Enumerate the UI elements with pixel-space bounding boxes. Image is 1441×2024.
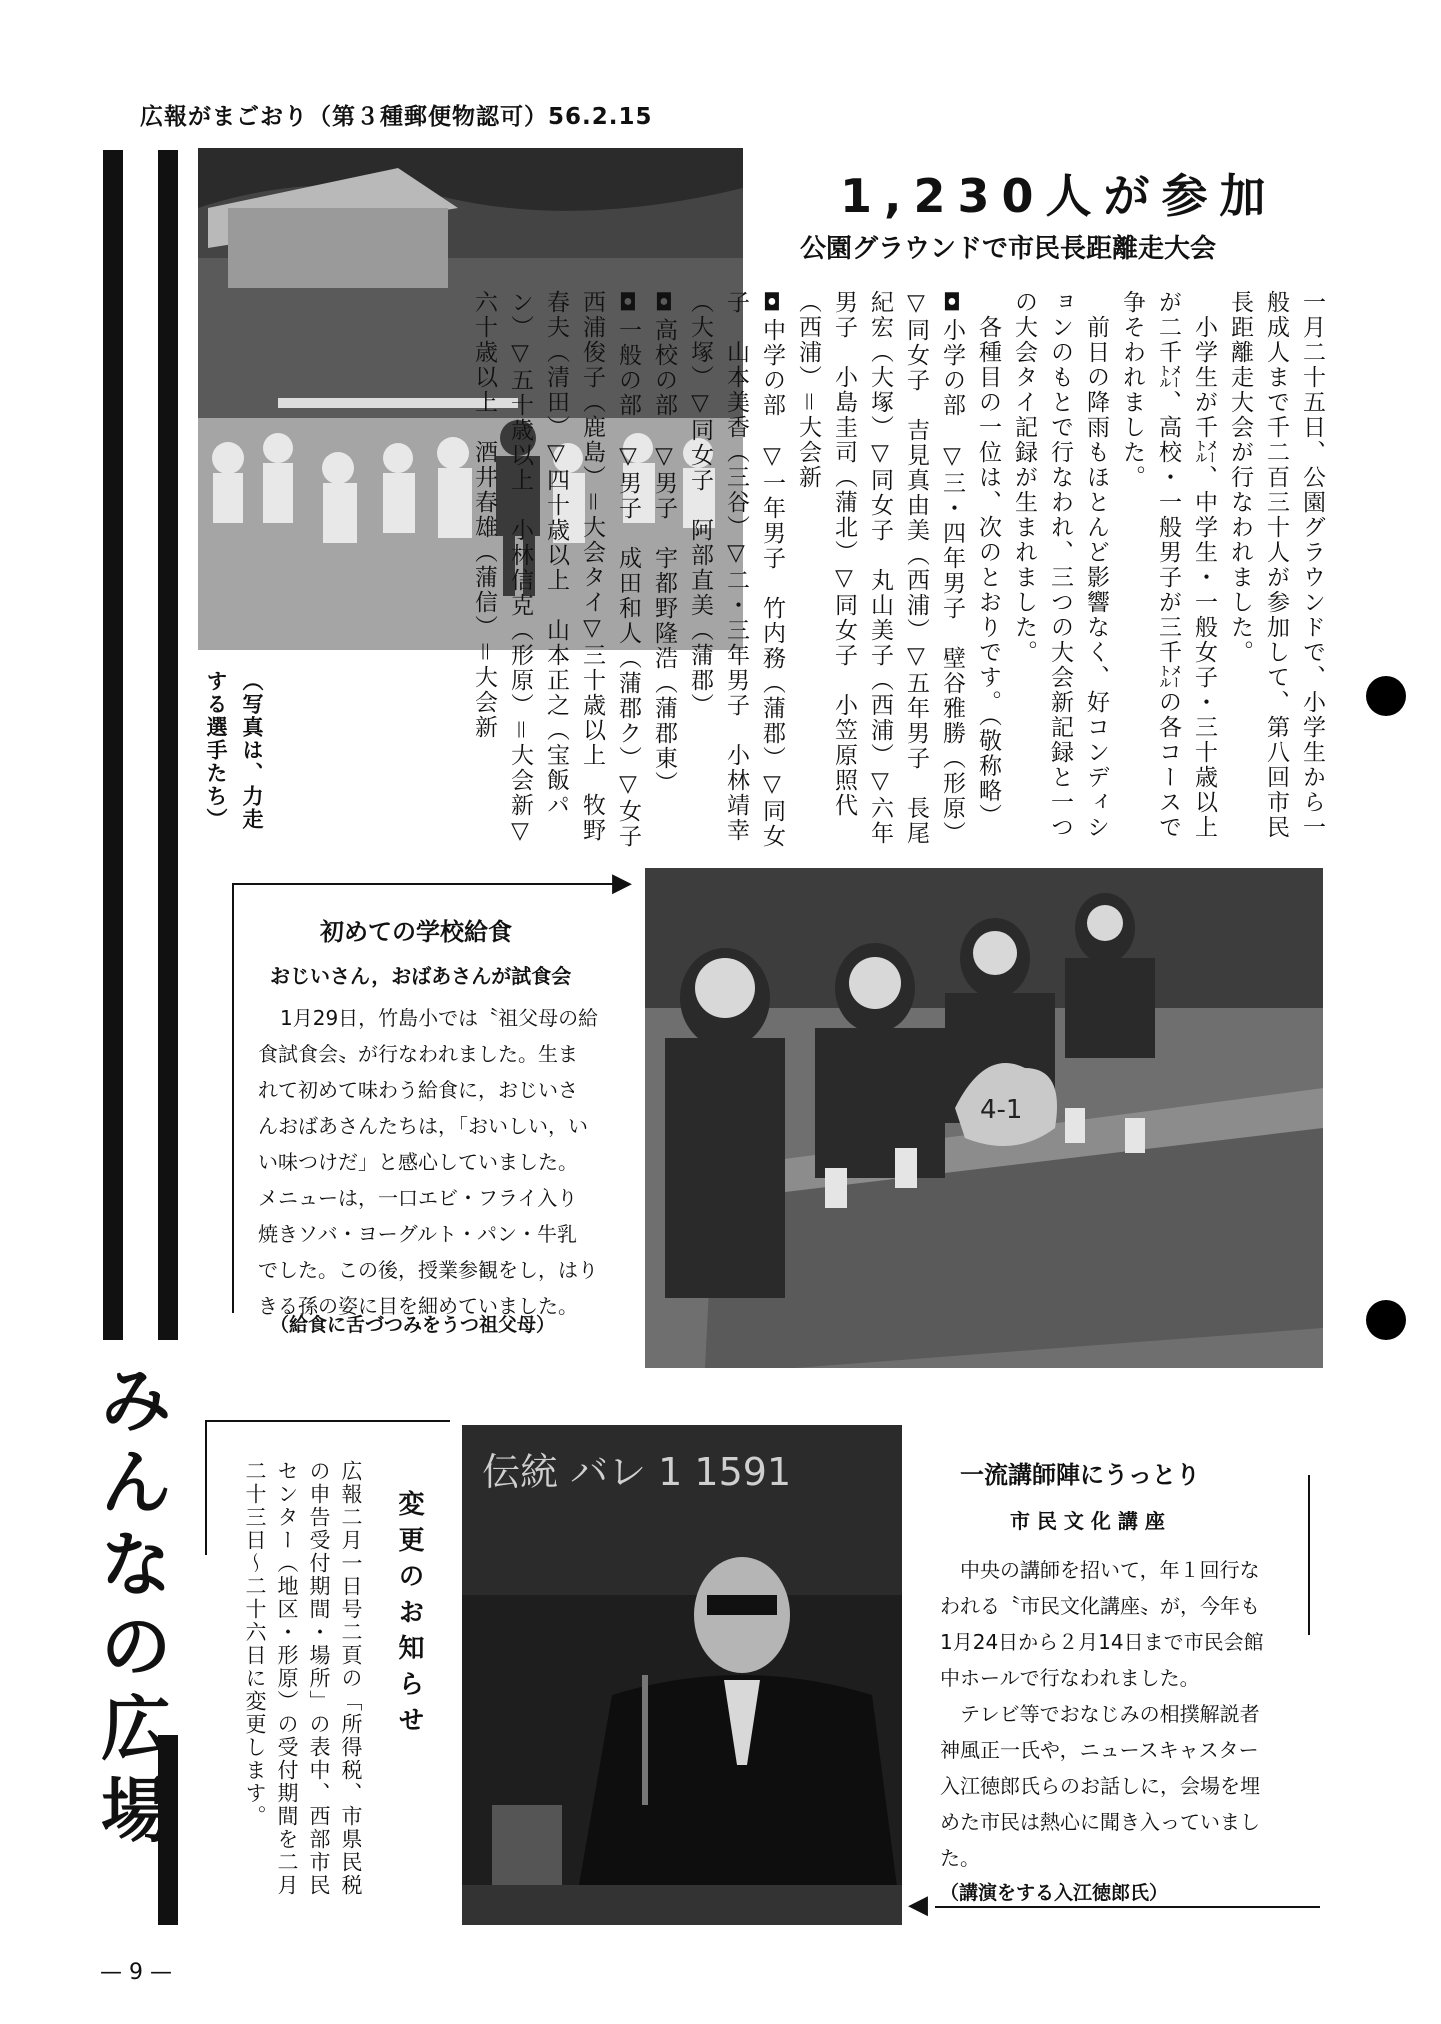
lunch-caption: （給食に舌づつみをうつ祖父母）: [270, 1314, 556, 1336]
lecture-line: われる〝市民文化講座〟が，今年も: [940, 1594, 1260, 1618]
kettle-label: 4-1: [980, 1095, 1023, 1125]
binder-hole-icon: [1366, 1300, 1406, 1340]
page-number: — 9 —: [100, 1960, 172, 1985]
notice-rule-top: [205, 1420, 450, 1422]
lunch-line: きる孫の姿に目を細めていました。: [258, 1294, 578, 1318]
lunch-line: 食試食会〟が行なわれました。生ま: [258, 1042, 578, 1066]
lecture-line: 中央の講師を招いて，年１回行な: [940, 1558, 1260, 1582]
lecture-line: 1月24日から２月14日まで市民会館: [940, 1630, 1264, 1654]
notice-body: [222, 1460, 367, 1900]
lunch-line: 焼きソバ・ヨーグルト・パン・牛乳: [258, 1222, 577, 1246]
triangle-arrow-icon: ▶: [612, 868, 632, 898]
lunch-line: メニューは，一口エビ・フライ入り: [258, 1186, 578, 1210]
lecture-line: た。: [940, 1846, 980, 1870]
lunch-title: 初めての学校給食: [320, 918, 512, 946]
lunch-line: でした。この後，授業参観をし，はり: [258, 1258, 598, 1282]
lecture-line: めた市民は熱心に聞き入っていまし: [940, 1810, 1260, 1834]
lecture-line: 神風正一氏や，ニュースキャスター: [940, 1738, 1259, 1762]
lunch-rule-top: [232, 883, 622, 885]
lecture-caption: （講演をする入江徳郎氏）: [940, 1882, 1169, 1904]
lecture-subtitle: 市 民 文 化 講 座: [1010, 1509, 1165, 1533]
masthead: 広報がまごおり（第３種郵便物認可）56.2.15: [140, 104, 653, 130]
blackboard-text: 伝統 バレ 1 1591: [482, 1450, 792, 1494]
lunch-photo: [645, 868, 1323, 1368]
lunch-line: 1月29日，竹島小では〝祖父母の給: [280, 1006, 599, 1030]
left-rule-inner-top: [158, 150, 178, 1340]
lunch-line: んおばあさんたちは，「おいしい，い: [258, 1114, 588, 1138]
lunch-line: れて初めて味わう給食に，おじいさ: [258, 1078, 578, 1102]
lunch-rule-left: [232, 883, 234, 1313]
triangle-arrow-icon: ◀: [908, 1890, 928, 1920]
lunch-line: い味つけだ」と感心していました。: [258, 1150, 578, 1174]
lunch-subtitle: おじいさん，おばあさんが試食会: [270, 964, 572, 988]
marathon-caption: [200, 670, 270, 850]
lecture-line: テレビ等でおなじみの相撲解説者: [940, 1702, 1260, 1726]
section-title: みんなの広場: [101, 1359, 171, 1852]
left-rule-outer-top: [103, 150, 123, 1340]
marathon-subheadline: 公園グラウンドで市民長距離走大会: [800, 234, 1217, 264]
notice-rule: [205, 1420, 207, 1555]
marathon-body-text: 一月二十五日、公園グラウンドで、小学生から一般成人まで千二百三十人が参加して、第八回市民長距離走大会が行なわれました。 小学生が千㍍、中学生・一般女子・三十歳以上が二千㍍、高校・一般男子が三千㍍の各コースで争そわれました。 前日の降雨もほとんど影響なく、好コンディションのもとで行なわれ、三つの大会新記録と一つの大会タイ記録が生まれました。 各種目の一位は、次のとおりです。（敬称略） ◘小学の部 ▽三・四年男子 壁谷雅勝（形原）▽同女子 吉見真由美（西浦）▽五年男子 長尾紀宏（大塚）▽同女子 丸山美子（西浦）▽六年男子 小島圭司（蒲北）▽同女子 小笠原照代（西浦）＝大会新 ◘中学の部 ▽一年男子 竹内務（蒲郡）▽同女子 山本美香（三谷）▽二・三年男子 小林靖幸（大塚）▽同女子 阿部直美（蒲郡） ◘高校の部 ▽男子 宇都野隆浩（蒲郡東） ◘一般の部 ▽男子 成田和人（蒲郡ク）▽女子 西浦俊子（鹿島）＝大会タイ▽三十歳以上 牧野春夫（清田）▽四十歳以上 山本正之（宝飯パン）▽五十歳以上 小林信克（形原）＝大会新▽六十歳以上 酒井春雄（蒲信）＝大会新: [471, 290, 1325, 849]
notice-title: [378, 1490, 428, 1770]
lecture-line: 中ホールで行なわれました。: [940, 1666, 1200, 1690]
marathon-headline: 1,230人が参加: [840, 169, 1278, 223]
marathon-caption-text: （写真は、力走する選手たち）: [204, 670, 264, 831]
notice-body-text: 広報二月一日号二頁の「所得税、市県民税の申告受付期間・場所」の表中、西部市民センター（地区・形原）の受付期間を二月二十三日〜二十六日に変更します。: [243, 1460, 363, 1897]
lecture-line: 入江徳郎氏らのお話しに，会場を埋: [940, 1774, 1260, 1798]
lecture-body: [940, 1552, 1320, 1876]
binder-hole-icon: [1366, 676, 1406, 716]
lecture-title: 一流講師陣にうっとり: [960, 1461, 1200, 1489]
marathon-body: [471, 290, 1330, 850]
notice-title-text: 変更のお知らせ: [394, 1490, 424, 1742]
lecture-photo: [462, 1425, 902, 1925]
lecture-rule-bottom: [935, 1906, 1320, 1908]
lunch-body: [258, 1000, 648, 1324]
